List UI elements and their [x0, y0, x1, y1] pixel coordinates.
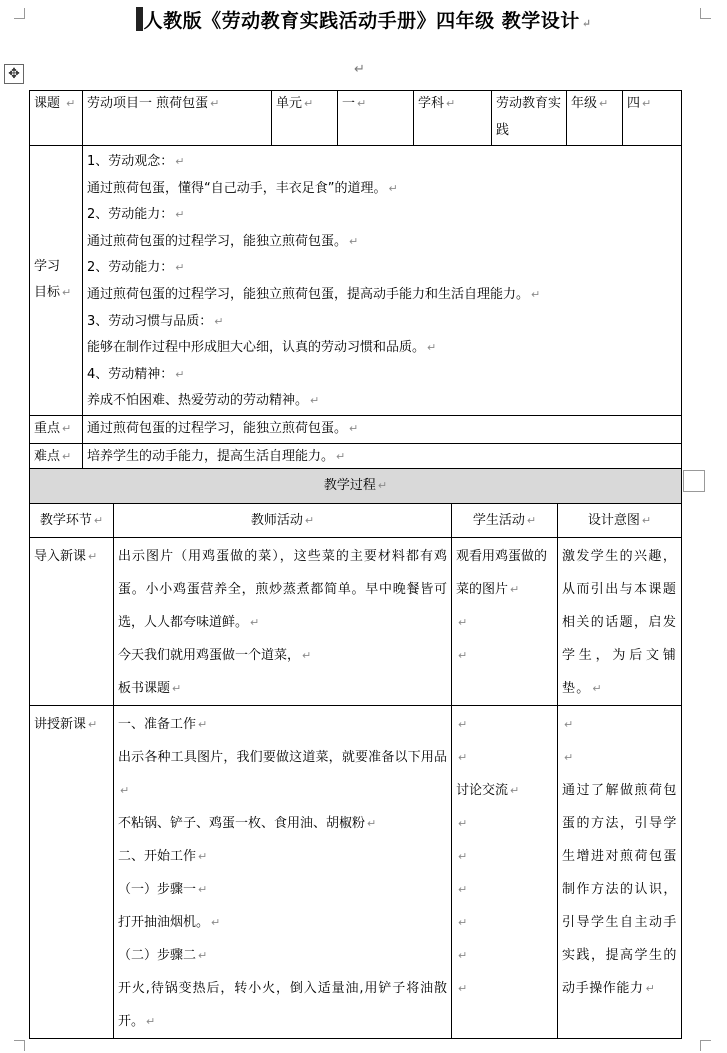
teacher-line: 开火,待锅变热后，转小火，倒入适量油,用铲子将油散开。 ↵: [118, 981, 447, 1029]
difficulty-text: 培养学生的动手能力，提高生活自理能力。 ↵: [83, 443, 682, 471]
teacher-line: （二）步骤二 ↵: [118, 948, 208, 963]
objective-line: 3、劳动习惯与品质： ↵: [87, 313, 224, 329]
objective-line: 养成不怕困难、热爱劳动的劳动精神。 ↵: [87, 393, 320, 409]
intro-design-intent: 激发学生的兴趣，从而引出与本课题相关的话题，启发学生，为后文铺垫。 ↵: [558, 538, 682, 706]
teacher-line: 出示各种工具图片，我们要做这道菜，就要准备以下用品↵: [118, 750, 447, 797]
page-corner-mark: [700, 1040, 711, 1051]
teacher-line: 二、开始工作 ↵: [118, 849, 208, 864]
process-columns-row: [30, 504, 682, 538]
intro-stage: 导入新课 ↵: [30, 538, 114, 706]
teach-stage: 讲授新课 ↵: [30, 706, 114, 1039]
teach-row: [30, 706, 682, 1039]
grade-value: 四 ↵: [623, 91, 682, 146]
objectives-row: [30, 146, 682, 416]
teach-student-activity: ↵ ↵ 讨论交流 ↵ ↵ ↵ ↵ ↵ ↵ ↵: [452, 706, 558, 1039]
teacher-line: 出示图片（用鸡蛋做的菜），这些菜的主要材料都有鸡蛋。小小鸡蛋营养全，煎炒蒸煮都简单。早中晚餐皆可选，人人都夸味道鲜。 ↵: [118, 549, 447, 630]
teach-design-intent: ↵ ↵ 通过了解做煎荷包蛋的方法，引导学生增进对煎荷包蛋制作方法的认识，引导学生自主动手实践，提高学生的动手操作能力 ↵: [558, 706, 682, 1039]
key-point-row: [30, 415, 682, 443]
process-header: 教学过程 ↵: [30, 469, 682, 504]
intro-teacher-activity: [114, 538, 452, 706]
teacher-line: 今天我们就用鸡蛋做一个道菜， ↵: [118, 648, 312, 663]
teacher-line: （一）步骤一 ↵: [118, 882, 208, 897]
teacher-line: 不粘锅、铲子、鸡蛋一枚、食用油、胡椒粉 ↵: [118, 816, 377, 831]
intro-student-activity: 观看用鸡蛋做的菜的图片 ↵ ↵ ↵: [452, 538, 558, 706]
column-header-student: 学生活动 ↵: [452, 504, 558, 538]
column-header-teacher: 教师活动 ↵: [114, 504, 452, 538]
table-resize-handle[interactable]: [683, 470, 705, 492]
objective-line: 通过煎荷包蛋的过程学习，能独立煎荷包蛋，提高动手能力和生活自理能力。 ↵: [87, 286, 541, 302]
grade-label: 年级 ↵: [567, 91, 623, 146]
document-title: 人教版《劳动教育实践活动手册》四年级 教学设计 ↵: [0, 6, 727, 33]
objective-line: 通过煎荷包蛋的过程学习，能独立煎荷包蛋。 ↵: [87, 233, 359, 249]
table-move-handle-icon[interactable]: ✥: [4, 64, 24, 84]
objective-line: 2、劳动能力： ↵: [87, 207, 185, 223]
teacher-line: 打开抽油烟机。 ↵: [118, 915, 221, 930]
objective-line: 通过煎荷包蛋，懂得“自己动手，丰衣足食”的道理。 ↵: [87, 180, 398, 196]
objective-line: 2、劳动能力： ↵: [87, 260, 185, 276]
unit-value: 一 ↵: [338, 91, 414, 146]
course-info-row: [30, 91, 682, 146]
process-header-row: [30, 469, 682, 504]
teach-teacher-activity: [114, 706, 452, 1039]
text-cursor: [136, 7, 143, 31]
subject-value: 劳动教育实践: [492, 91, 567, 146]
subject-label: 学科 ↵: [414, 91, 492, 146]
objective-line: 能够在制作过程中形成胆大心细，认真的劳动习惯和品质。 ↵: [87, 340, 437, 356]
column-header-design: 设计意图 ↵: [558, 504, 682, 538]
key-point-label: 重点 ↵: [30, 415, 83, 443]
lesson-info-table: [29, 90, 682, 472]
course-value: 劳动项目一 煎荷包蛋 ↵: [83, 91, 272, 146]
objectives-content: [83, 146, 682, 416]
intro-row: [30, 538, 682, 706]
key-point-text: 通过煎荷包蛋的过程学习，能独立煎荷包蛋。 ↵: [83, 415, 682, 443]
teacher-line: 板书课题 ↵: [118, 681, 182, 696]
column-header-stage: 教学环节 ↵: [30, 504, 114, 538]
course-label: 课题 ↵: [30, 91, 83, 146]
teaching-process-table: [29, 468, 682, 1039]
empty-paragraph-mark: ↵: [354, 62, 365, 77]
teacher-line: 一、准备工作 ↵: [118, 717, 208, 732]
difficulty-label: 难点 ↵: [30, 443, 83, 471]
page-corner-mark: [14, 1040, 25, 1051]
objectives-label: 学习 目标 ↵: [30, 146, 83, 416]
unit-label: 单元 ↵: [272, 91, 338, 146]
objective-line: 1、劳动观念： ↵: [87, 154, 185, 169]
objective-line: 4、劳动精神： ↵: [87, 366, 185, 382]
